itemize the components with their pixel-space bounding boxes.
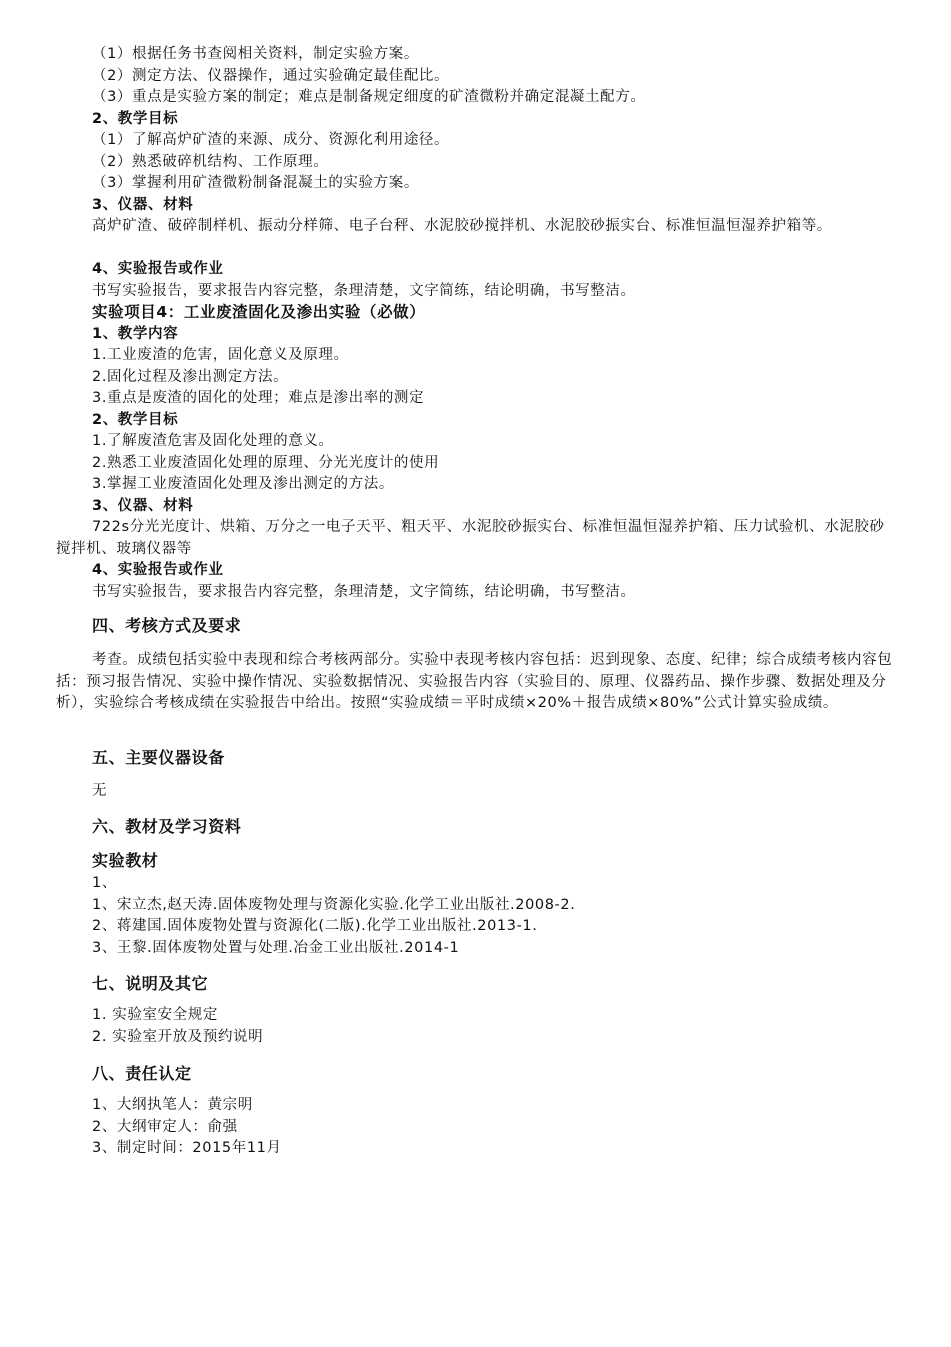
exp4-instr-heading: 3、仪器、材料 xyxy=(92,497,194,514)
exp3-goal-3: （3）掌握利用矿渣微粉制备混凝土的实验方案。 xyxy=(92,175,419,191)
responsibility-item-3: 3、制定时间：2015年11月 xyxy=(92,1140,282,1156)
exp3-goal-2: （2）熟悉破碎机结构、工作原理。 xyxy=(92,153,329,170)
exp4-instr-text: 722s分光光度计、烘箱、万分之一电子天平、粗天平、水泥胶砂振实台、标准恒温恒湿养护箱、压力试验机、水泥胶砂搅拌机、玻璃仪器等 xyxy=(56,519,885,557)
textbook-item-1: 1、宋立杰,赵天涛.固体废物处理与资源化实验.化学工业出版社.2008-2. xyxy=(92,896,576,913)
exp4-content-2: 2.固化过程及渗出测定方法。 xyxy=(92,368,289,385)
equipment-text: 无 xyxy=(92,783,108,799)
textbook-item-0: 1、 xyxy=(92,875,117,891)
exp4-report-heading: 4、实验报告或作业 xyxy=(92,562,224,578)
exp3-goal-heading: 2、教学目标 xyxy=(92,110,179,127)
notes-heading: 七、说明及其它 xyxy=(92,974,209,993)
responsibility-item-2: 2、大纲审定人：俞强 xyxy=(92,1118,238,1135)
exp4-content-3: 3.重点是废渣的固化的处理；难点是渗出率的测定 xyxy=(92,390,425,406)
notes-item-2: 2. 实验室开放及预约说明 xyxy=(92,1028,264,1045)
exp3-content-2: （2）测定方法、仪器操作，通过实验确定最佳配比。 xyxy=(92,67,450,84)
assessment-heading: 四、考核方式及要求 xyxy=(92,616,242,635)
textbook-item-3: 3、王黎.固体废物处置与处理.冶金工业出版社.2014-1 xyxy=(92,939,460,956)
exp4-goal-2: 2.熟悉工业废渣固化处理的原理、分光光度计的使用 xyxy=(92,454,440,471)
exp3-instr-heading: 3、仪器、材料 xyxy=(92,196,194,213)
textbook-item-2: 2、蒋建国.固体废物处置与资源化(二版).化学工业出版社.2013-1. xyxy=(92,918,538,934)
notes-section xyxy=(56,972,896,1048)
exp4-goal-heading: 2、教学目标 xyxy=(92,411,179,428)
exp4-goal-3: 3.掌握工业废渣固化处理及渗出测定的方法。 xyxy=(92,476,394,492)
textbook-subheading: 实验教材 xyxy=(92,851,159,870)
responsibility-section xyxy=(56,1062,896,1160)
equipment-heading: 五、主要仪器设备 xyxy=(92,748,225,767)
exp4-content-1: 1.工业废渣的危害，固化意义及原理。 xyxy=(92,347,349,363)
exp3-content-3: （3）重点是实验方案的制定；难点是制备规定细度的矿渣微粉并确定混凝土配方。 xyxy=(92,89,646,105)
notes-item-1: 1. 实验室安全规定 xyxy=(92,1007,218,1023)
exp4-section xyxy=(56,302,896,603)
exp3-content-1: （1）根据任务书查阅相关资料，制定实验方案。 xyxy=(92,46,419,62)
materials-section xyxy=(56,815,896,959)
exp3-report-heading: 4、实验报告或作业 xyxy=(92,261,224,277)
exp3-section xyxy=(56,44,896,302)
exp3-report-text: 书写实验报告，要求报告内容完整，条理清楚，文字简练，结论明确，书写整洁。 xyxy=(92,282,636,299)
materials-heading: 六、教材及学习资料 xyxy=(92,817,242,836)
responsibility-item-1: 1、大纲执笔人：黄宗明 xyxy=(92,1097,253,1113)
exp4-goal-1: 1.了解废渣危害及固化处理的意义。 xyxy=(92,433,334,449)
exp4-content-heading: 1、教学内容 xyxy=(92,325,179,342)
assessment-section xyxy=(56,614,896,736)
exp4-report-text: 书写实验报告，要求报告内容完整，条理清楚，文字简练，结论明确，书写整洁。 xyxy=(92,583,636,600)
exp3-goal-1: （1）了解高炉矿渣的来源、成分、资源化利用途径。 xyxy=(92,132,450,148)
responsibility-heading: 八、责任认定 xyxy=(92,1064,192,1083)
exp4-title: 实验项目4：工业废渣固化及渗出实验（必做） xyxy=(92,303,426,321)
assessment-text: 考查。成绩包括实验中表现和综合考核两部分。实验中表现考核内容包括：迟到现象、态度、纪律；综合成绩考核内容包括：预习报告情况、实验中操作情况、实验数据情况、实验报告内容（实验目的、原理、仪器药品、操作步骤、数据处理及分析），实验综合考核成绩在实验报告中给出。按照“实验成绩＝平时成绩×20%＋报告成绩×80%”公式计算实验成绩。 xyxy=(56,652,893,711)
exp3-instr-text: 高炉矿渣、破碎制样机、振动分样筛、电子台秤、水泥胶砂搅拌机、水泥胶砂振实台、标准恒温恒湿养护箱等。 xyxy=(92,218,832,234)
equipment-section xyxy=(56,746,896,803)
